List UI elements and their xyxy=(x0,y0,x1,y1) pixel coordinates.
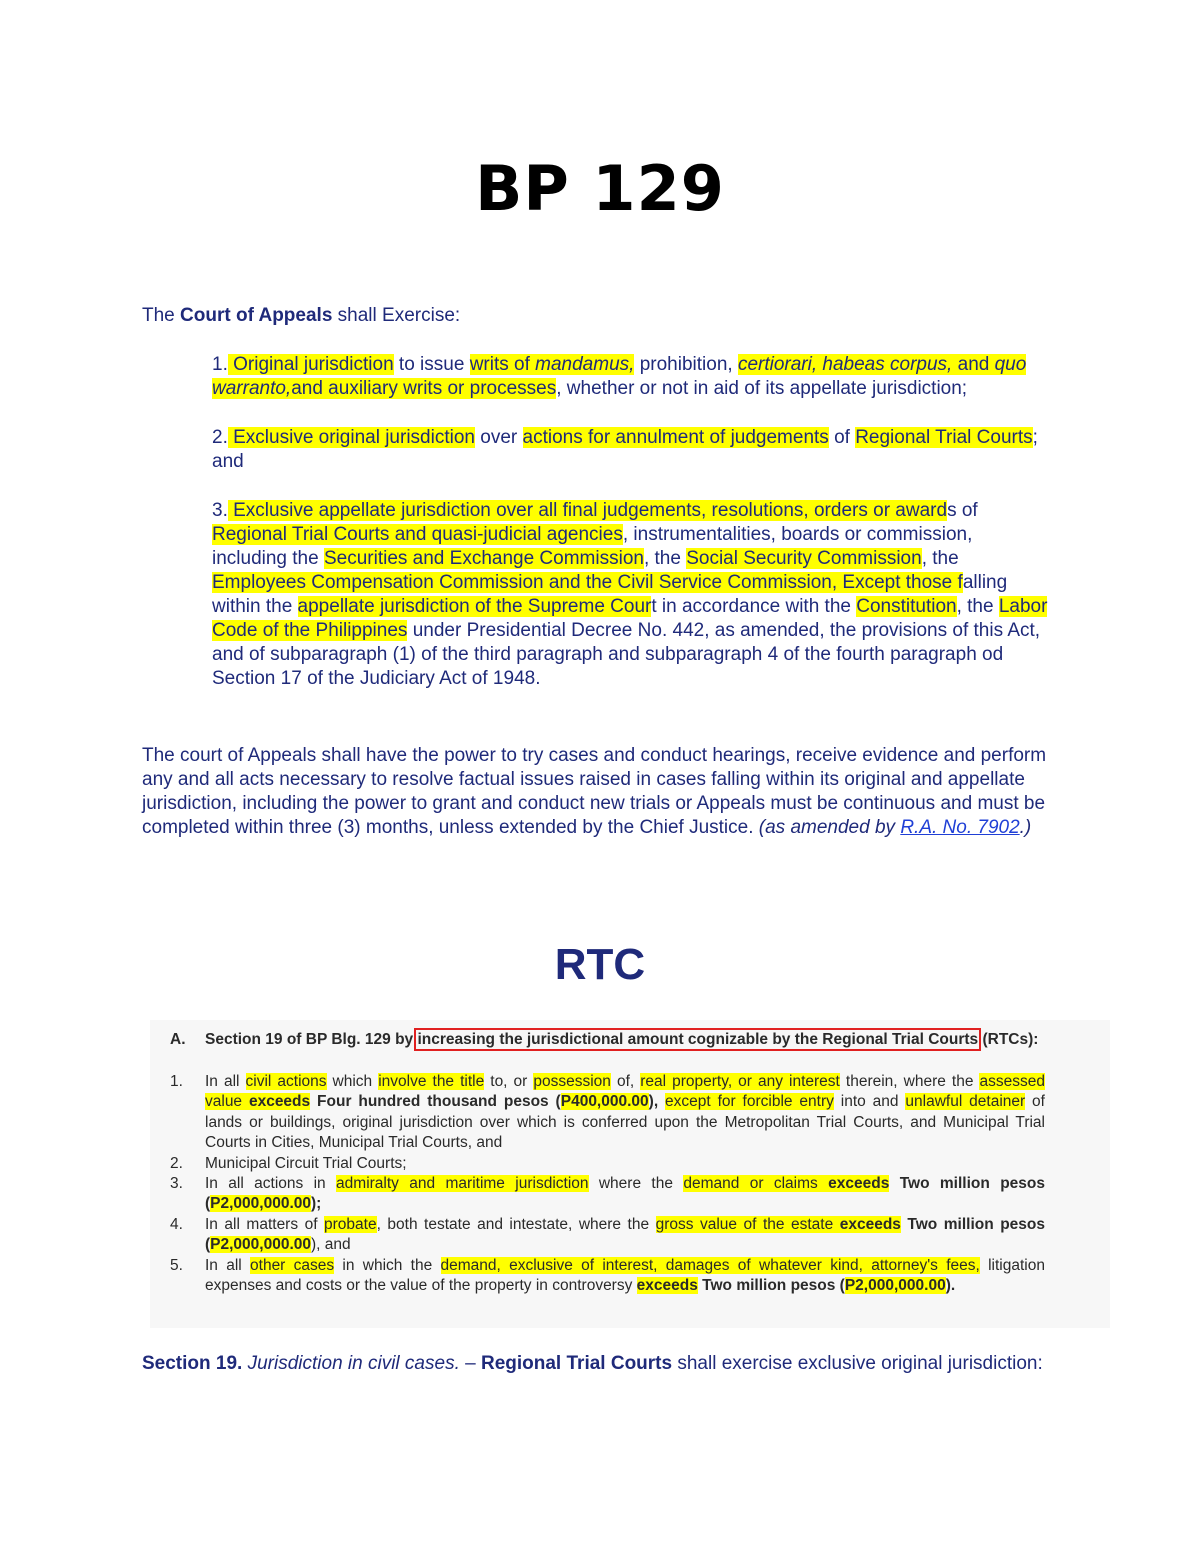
item-number: 2. xyxy=(212,427,228,448)
highlighted-text: demand, exclusive of interest, damages of whatever kind, attorney's fees, xyxy=(440,1257,980,1274)
intro-pre: The xyxy=(142,305,181,326)
highlighted-text: P2,000,000.00 xyxy=(210,1236,312,1254)
highlighted-text: Securities and Exchange Commission xyxy=(323,548,644,569)
highlighted-text: actions for annulment of judgements xyxy=(522,427,829,448)
section-19-paragraph: Section 19. Jurisdiction in civil cases. – Regional Trial Courts shall exercise exclusive original jurisdiction: xyxy=(142,1353,1043,1374)
text-run: , the xyxy=(956,596,999,617)
paragraph-text: The court of Appeals shall have the power to try cases and conduct hearings, receive evidence and perform any and all acts necessary to resolve factual issues raised in cases falling within its original and appellate jurisdiction, including the power to grant and conduct new trials or Appeals must be continuous and must be completed within three (3) months, unless extended by the Chief Justice. xyxy=(142,745,1047,838)
highlighted-text: and auxiliary writs or processes xyxy=(291,378,557,399)
text-run: Two million pesos ( xyxy=(205,1175,1045,1213)
intro-line xyxy=(142,304,1062,328)
text-run: , instrumentalities, boards or commission, including the xyxy=(212,524,973,569)
highlighted-text: real property, or any interest xyxy=(640,1073,840,1090)
highlighted-text: civil actions xyxy=(245,1073,327,1090)
excerpt-heading-post: (RTCs): xyxy=(978,1031,1039,1048)
text-run: Municipal Circuit Trial Courts; xyxy=(205,1155,407,1172)
text-run: therein, where the xyxy=(839,1073,980,1090)
highlighted-text: Regional Trial Courts and quasi-judicial agencies xyxy=(212,524,623,545)
item-number: 3. xyxy=(212,500,228,521)
highlighted-text: exceeds xyxy=(839,1216,901,1233)
excerpt-label-a: A. xyxy=(170,1031,186,1048)
highlighted-text: Constitution xyxy=(856,596,957,617)
excerpt-row-text xyxy=(205,1256,1045,1297)
text-run: Two million pesos ( xyxy=(697,1277,845,1295)
text-run: to, or xyxy=(484,1073,534,1090)
highlighted-text: admiralty and maritime jurisdiction xyxy=(336,1175,589,1192)
highlighted-text: certiorari, habeas corpus, xyxy=(737,354,953,375)
rtc-heading: RTC xyxy=(554,940,646,989)
list-item xyxy=(212,499,1052,691)
excerpt-row-text xyxy=(205,1174,1045,1215)
text-run: prohibition, xyxy=(634,354,738,375)
red-box-highlight: increasing the jurisdictional amount cognizable by the Regional Trial Courts xyxy=(417,1031,979,1048)
text-run: Four hundred thousand pesos ( xyxy=(310,1093,561,1111)
highlighted-text: other cases xyxy=(250,1257,335,1274)
text-run: ; and xyxy=(212,427,1038,472)
highlighted-text: exceeds xyxy=(248,1093,311,1111)
excerpt-row-number: 4. xyxy=(170,1216,183,1233)
highlighted-text: mandamus, xyxy=(535,354,635,375)
highlighted-text: and xyxy=(952,354,995,375)
text-run: litigation expenses and costs or the value of the property in controversy xyxy=(205,1257,1045,1295)
highlighted-text: appellate jurisdiction of the Supreme Cour xyxy=(297,596,652,617)
excerpt-row-number: 1. xyxy=(170,1073,183,1090)
text-run: under Presidential Decree No. 442, as amended, the provisions of this Act, and of subparagraph (1) of the third paragraph and subparagraph 4 of the fourth paragraph od Section 17 of the Judiciary Act of 1948. xyxy=(212,620,1041,689)
excerpt-row-number: 2. xyxy=(170,1155,183,1172)
text-run: , whether or not in aid of its appellate jurisdiction; xyxy=(556,378,968,399)
text-run: ); xyxy=(311,1195,322,1213)
highlighted-text: exceeds xyxy=(636,1277,698,1295)
text-run: ). xyxy=(945,1277,956,1295)
rtc-excerpt-image xyxy=(150,1020,1110,1328)
highlighted-text: Original jurisdiction xyxy=(227,354,394,375)
highlighted-text: Employees Compensation Commission and the Civil Service Commission, Except those f xyxy=(212,572,963,593)
text-run: over xyxy=(474,427,523,448)
document-title: BP 129 xyxy=(475,152,725,225)
highlighted-text: gross value of the estate xyxy=(655,1216,840,1233)
highlighted-text: P400,000.00 xyxy=(560,1093,649,1111)
highlighted-text: Exclusive appellate jurisdiction over all final judgements, resolutions, orders or award xyxy=(227,500,948,521)
text-run: which xyxy=(326,1073,379,1090)
text-run: In all xyxy=(205,1257,251,1274)
text-run: In all matters of xyxy=(205,1216,325,1233)
excerpt-row-number: 5. xyxy=(170,1257,183,1274)
text-run: , the xyxy=(643,548,687,569)
text-run: into and xyxy=(833,1093,906,1111)
excerpt-row-text xyxy=(205,1072,1045,1153)
highlighted-text: Social Security Commission xyxy=(686,548,922,569)
highlighted-text: P2,000,000.00 xyxy=(844,1277,946,1295)
highlighted-text: P2,000,000.00 xyxy=(210,1195,312,1213)
intro-court-of-appeals: Court of Appeals xyxy=(180,305,333,326)
section-19-rtc: Regional Trial Courts xyxy=(480,1353,673,1374)
text-run: of xyxy=(828,427,856,448)
highlighted-text: quo warranto, xyxy=(212,354,1027,399)
section-19-caption: Jurisdiction in civil cases. xyxy=(242,1353,460,1374)
highlighted-text: involve the title xyxy=(378,1073,485,1090)
text-run: of lands or buildings, original jurisdiction over which is conferred upon the Metropolitan Trial Courts, and Municipal Trial Courts in Cities, Municipal Trial Courts, and xyxy=(205,1093,1045,1151)
highlighted-text: Exclusive original jurisdiction xyxy=(227,427,475,448)
ca-powers-paragraph xyxy=(142,744,1062,840)
text-run: alling within the xyxy=(212,572,1008,617)
excerpt-row-text xyxy=(205,1215,1045,1256)
text-run: , the xyxy=(921,548,959,569)
highlighted-text: Regional Trial Courts xyxy=(855,427,1033,448)
item-number: 1. xyxy=(212,354,228,375)
text-run: where the xyxy=(588,1175,684,1192)
highlighted-text: except for forcible entry xyxy=(665,1093,834,1111)
text-run: s of xyxy=(947,500,978,521)
text-run: t in accordance with the xyxy=(651,596,857,617)
highlighted-text: demand or claims xyxy=(683,1175,829,1192)
text-run: ), and xyxy=(311,1236,351,1254)
text-run: of, xyxy=(610,1073,641,1090)
ra-7902-link[interactable]: R.A. No. 7902 xyxy=(900,817,1020,838)
highlighted-text: probate xyxy=(324,1216,377,1233)
highlighted-text: exceeds xyxy=(828,1175,890,1192)
highlighted-text: writs of xyxy=(469,354,536,375)
text-run: in which the xyxy=(334,1257,441,1274)
list-item xyxy=(212,426,1052,474)
text-run: In all actions in xyxy=(205,1175,337,1192)
intro-post: shall Exercise: xyxy=(332,305,461,326)
excerpt-row-number: 3. xyxy=(170,1175,183,1192)
section-19-label: Section 19. xyxy=(142,1353,243,1374)
text-run: ), xyxy=(648,1093,666,1111)
highlighted-text: Labor Code of the Philippines xyxy=(212,596,1048,641)
text-run: , both testate and intestate, where the xyxy=(376,1216,656,1233)
text-run: Two million pesos ( xyxy=(205,1216,1045,1254)
highlighted-text: unlawful detainer xyxy=(905,1093,1026,1111)
text-run: to issue xyxy=(393,354,470,375)
highlighted-text: assessed value xyxy=(205,1073,1045,1111)
excerpt-row-text xyxy=(205,1154,1045,1174)
list-item xyxy=(212,353,1052,401)
highlighted-text: possession xyxy=(533,1073,611,1090)
amended-note: (as amended by R.A. No. 7902.) xyxy=(758,817,1032,838)
excerpt-heading-pre: Section 19 of BP Blg. 129 by xyxy=(205,1031,418,1048)
ca-jurisdiction-list xyxy=(212,353,1052,716)
text-run: In all xyxy=(205,1073,246,1090)
